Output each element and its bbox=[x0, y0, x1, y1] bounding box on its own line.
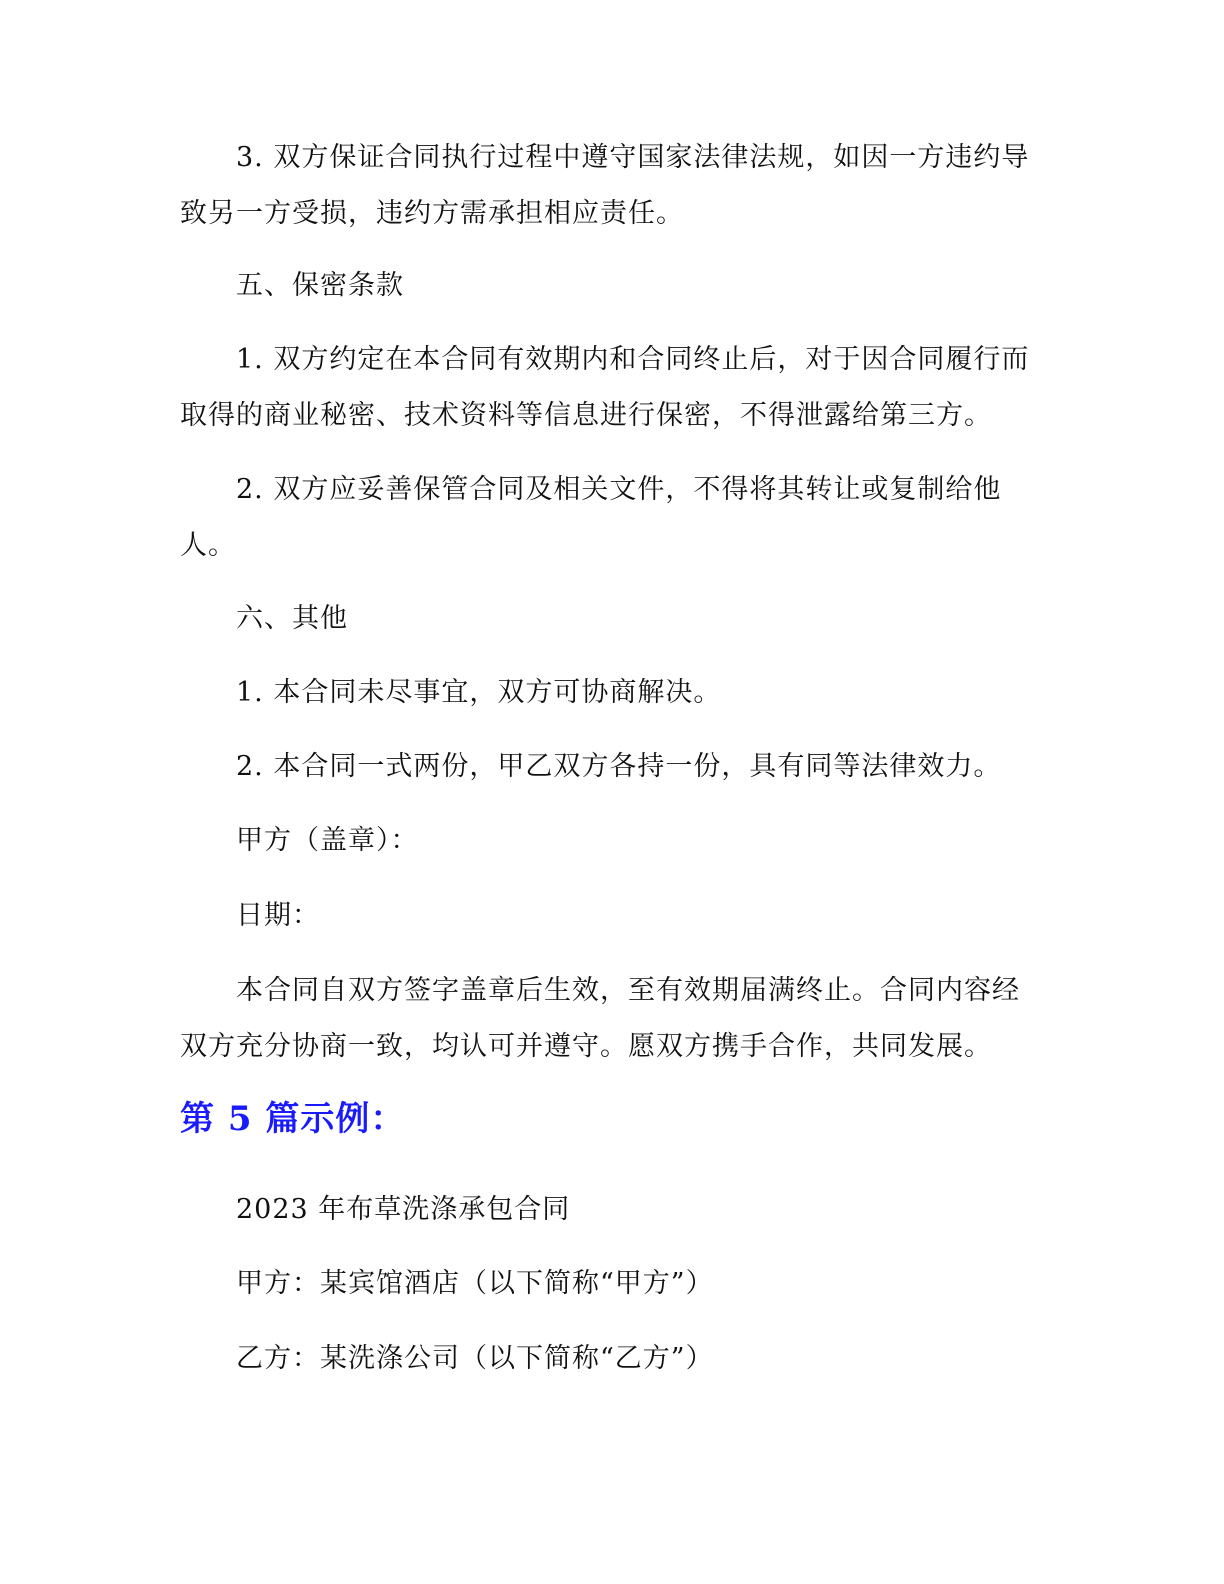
clause-5-1: 1. 双方约定在本合同有效期内和合同终止后，对于因合同履行而取得的商业秘密、技术资料等信息进行保密，不得泄露给第三方。 bbox=[180, 344, 1030, 431]
clause-5-2: 2. 双方应妥善保管合同及相关文件，不得将其转让或复制给他人。 bbox=[180, 474, 1002, 561]
party-a-seal-line: 甲方（盖章）： bbox=[236, 825, 419, 856]
clause-6-1: 1. 本合同未尽事宜，双方可协商解决。 bbox=[236, 677, 722, 708]
closing-paragraph: 本合同自双方签字盖章后生效，至有效期届满终止。合同内容经双方充分协商一致，均认可并遵守。愿双方携手合作，共同发展。 bbox=[180, 975, 1020, 1062]
section-6-heading: 六、其他 bbox=[236, 603, 348, 634]
section-5-heading: 五、保密条款 bbox=[236, 270, 404, 301]
clause-6-2: 2. 本合同一式两份，甲乙双方各持一份，具有同等法律效力。 bbox=[236, 751, 1002, 782]
date-line: 日期： bbox=[236, 900, 320, 931]
example-section-heading: 第 5 篇示例： bbox=[180, 1099, 406, 1139]
party-a-line: 甲方：某宾馆酒店（以下简称“甲方”） bbox=[236, 1268, 714, 1299]
party-b-line: 乙方：某洗涤公司（以下简称“乙方”） bbox=[236, 1343, 714, 1374]
contract-title: 2023 年布草洗涤承包合同 bbox=[236, 1194, 571, 1225]
clause-4-3: 3. 双方保证合同执行过程中遵守国家法律法规，如因一方违约导致另一方受损，违约方需承担相应责任。 bbox=[180, 142, 1030, 229]
